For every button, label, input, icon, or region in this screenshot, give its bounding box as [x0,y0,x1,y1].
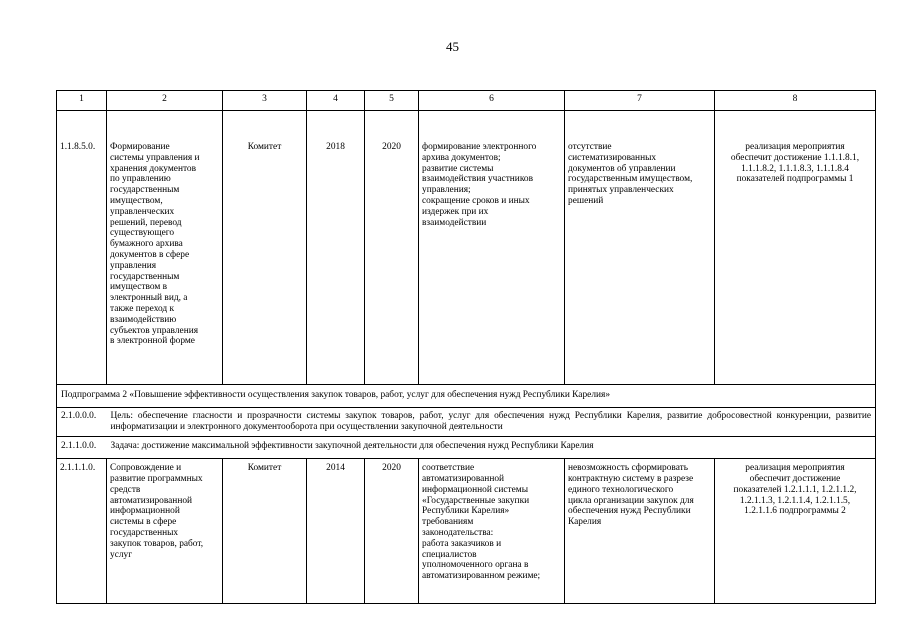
header-row [57,91,876,111]
page-number: 45 [446,39,459,54]
row-indicator-link: реализация мероприятия обеспечит достижение 1.1.1.8.1, 1.1.1.8.2, 1.1.1.8.3, 1.1.1.8.4 показателей подпрограммы 1 [715,111,876,385]
table-row [57,459,876,604]
goal-text: Цель: обеспечение гласности и прозрачности системы закупок товаров, работ, услуг для обеспечения нужд Республики Карелия, развитие добросовестной конкуренции, развитие информатизации и электронного документооборота при осуществлении закупочной деятельности [107,407,876,437]
task-code: 2.1.1.0.0. [57,437,107,459]
subprogram-title: Подпрограмма 2 «Повышение эффективности осуществления закупок товаров, работ, услуг для обеспечения нужд Республики Карелия» [57,385,876,408]
goal-code: 2.1.0.0.0. [57,407,107,437]
row-start-year: 2014 [307,459,365,604]
header-cell: 1 [57,91,107,111]
row-name: Формирование системы управления и хранения документов по управлению государственным имуществом, управленческих решений, перевод существующего бумажного архива документов в сфере управления государственным имуществом в электронный вид, а также переход к взаимодействию субъектов управления в электронной форме [107,111,223,385]
header-cell: 4 [307,91,365,111]
header-cell: 5 [365,91,419,111]
header-cell: 8 [715,91,876,111]
subprogram-row [57,385,876,408]
row-indicator-link: реализация мероприятия обеспечит достижение показателей 1.2.1.1.1, 1.2.1.1.2, 1.2.1.1.3, 1.2.1.1.4, 1.2.1.1.5, 1.2.1.1.6 подпрограммы 2 [715,459,876,604]
task-text: Задача: достижение максимальной эффективности закупочной деятельности для обеспечения нужд Республики Карелия [107,437,876,459]
row-code: 2.1.1.1.0. [57,459,107,604]
row-executor: Комитет [223,111,307,385]
row-code: 1.1.8.5.0. [57,111,107,385]
table-row [57,111,876,385]
task-row [57,437,876,459]
header-cell: 7 [565,91,715,111]
row-risk: невозможность сформировать контрактную систему в разрезе единого технологического цикла организации закупок для обеспечения нужд Республики Карелия [565,459,715,604]
header-cell: 2 [107,91,223,111]
row-name: Сопровождение и развитие программных средств автоматизированной информационной системы в сфере государственных закупок товаров, работ, услуг [107,459,223,604]
header-cell: 3 [223,91,307,111]
row-start-year: 2018 [307,111,365,385]
row-risk: отсутствие систематизированных документов об управлении государственным имуществом, принятых управленческих решений [565,111,715,385]
row-executor: Комитет [223,459,307,604]
row-result: формирование электронного архива документов; развитие системы взаимодействия участников управления; сокращение сроков и иных издержек при их взаимодействии [419,111,565,385]
program-table [56,90,876,604]
goal-row [57,407,876,437]
header-cell: 6 [419,91,565,111]
row-end-year: 2020 [365,459,419,604]
row-end-year: 2020 [365,111,419,385]
row-result: соответствие автоматизированной информационной системы «Государственные закупки Республики Карелия» требованиям законодательства: работа заказчиков и специалистов уполномоченного органа в автоматизированном режиме; [419,459,565,604]
